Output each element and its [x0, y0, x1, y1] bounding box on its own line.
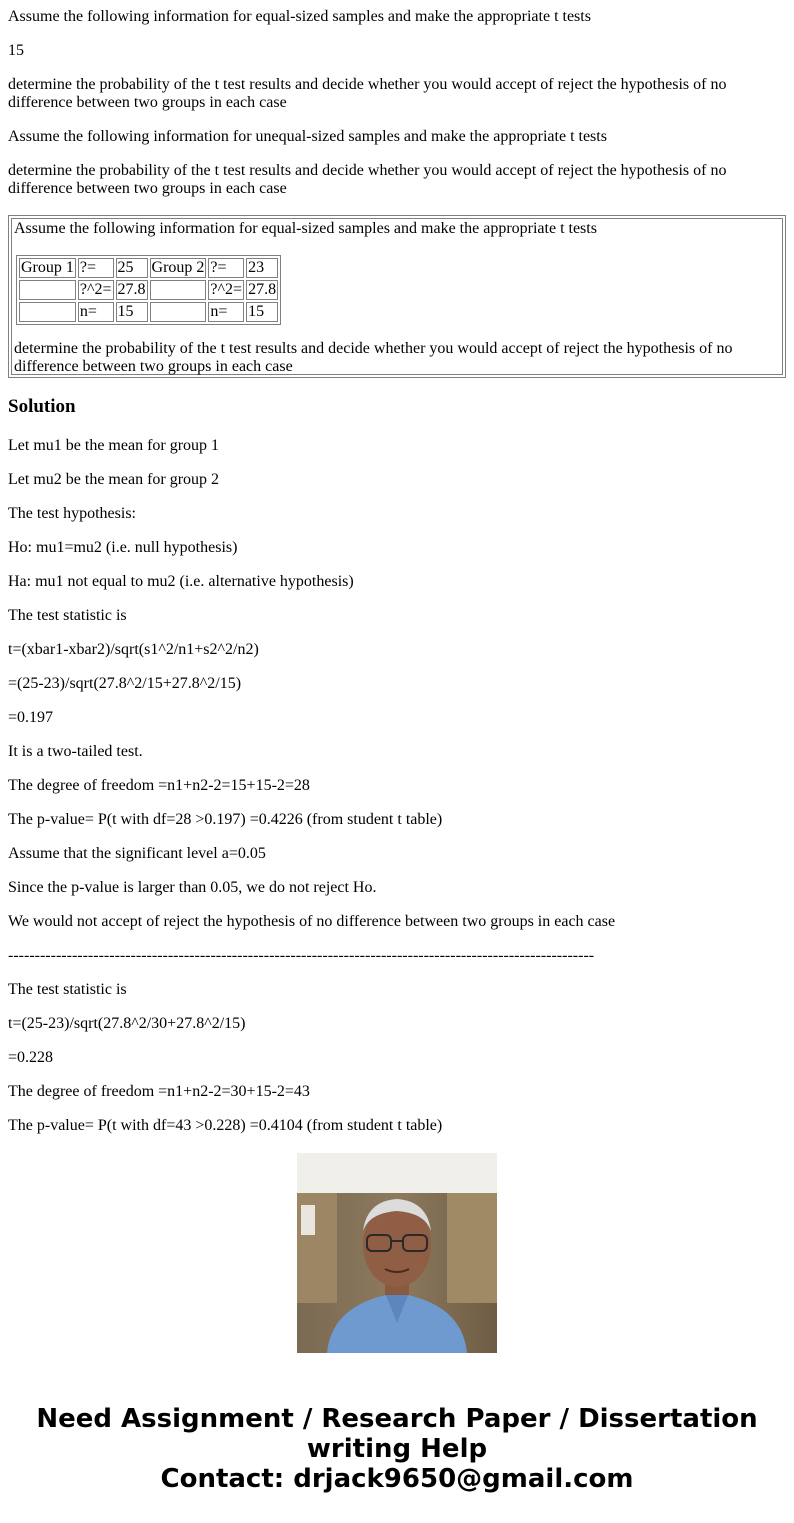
solution-line: It is a two-tailed test.: [8, 743, 143, 760]
question-line-1: Assume the following information for equal-sized samples and make the appropriate t tests: [8, 8, 591, 25]
table-cell: 27.8: [248, 281, 277, 298]
table-row: [19, 280, 278, 300]
solution-line: The p-value= P(t with df=28 >0.197) =0.4226 (from student t table): [8, 811, 443, 828]
portrait-photo-icon: [297, 1153, 497, 1353]
table-cell: 15: [116, 302, 148, 322]
solution-line: t=(xbar1-xbar2)/sqrt(s1^2/n1+s2^2/n2): [8, 641, 259, 658]
solution-line: We would not accept of reject the hypothesis of no difference between two groups in each case: [8, 913, 616, 930]
table-cell: ?^2=: [210, 281, 243, 298]
solution-line: =(25-23)/sqrt(27.8^2/15+27.8^2/15): [8, 675, 242, 692]
solution-line: The test hypothesis:: [8, 505, 136, 522]
solution-line: t=(25-23)/sqrt(27.8^2/30+27.8^2/15): [8, 1015, 246, 1032]
table-cell: ?^2=: [79, 281, 112, 298]
question-line-3: determine the probability of the t test results and decide whether you would accept of reject the hypothesis of no difference between two groups in each case: [8, 76, 727, 111]
promo-contact[interactable]: Contact: drjack9650@gmail.com: [160, 1464, 634, 1494]
solution-line: The degree of freedom =n1+n2-2=30+15-2=43: [8, 1083, 310, 1100]
table-cell: ?=: [78, 258, 114, 278]
table-intro: Assume the following information for equal-sized samples and make the appropriate t tests: [14, 220, 597, 237]
question-line-4: Assume the following information for unequal-sized samples and make the appropriate t tests: [8, 128, 607, 145]
avatar: [297, 1153, 497, 1353]
solution-line: Let mu1 be the mean for group 1: [8, 437, 220, 454]
question-table-cell: [11, 218, 783, 375]
promo-text: [0, 1404, 794, 1494]
solution-line: Ho: mu1=mu2 (i.e. null hypothesis): [8, 539, 238, 556]
table-cell: [150, 280, 207, 300]
table-outro: determine the probability of the t test results and decide whether you would accept of reject the hypothesis of no difference between two groups in each case: [14, 340, 733, 375]
table-cell: 27.8: [117, 281, 146, 298]
solution-line: The degree of freedom =n1+n2-2=15+15-2=28: [8, 777, 310, 794]
table-row: [19, 302, 278, 322]
table-cell: n=: [208, 302, 244, 322]
promo-banner: [0, 1123, 794, 1523]
solution-line: =0.197: [8, 709, 54, 726]
question-table: [8, 215, 786, 378]
table-row: [19, 258, 278, 278]
table-cell: 25: [116, 258, 148, 278]
question-line-2: 15: [8, 42, 24, 59]
table-cell: Group 1: [21, 259, 74, 276]
table-cell: [19, 302, 76, 322]
group-stats-table: [16, 255, 281, 325]
solution-line: The p-value= P(t with df=43 >0.228) =0.4104 (from student t table): [8, 1117, 443, 1134]
table-cell: ?=: [208, 258, 244, 278]
solution-line: =0.228: [8, 1049, 54, 1066]
solution-line: Ha: mu1 not equal to mu2 (i.e. alternative hypothesis): [8, 573, 354, 590]
table-cell: 15: [246, 302, 278, 322]
promo-line-2: writing Help: [306, 1434, 488, 1464]
solution-heading: Solution: [8, 396, 76, 417]
table-cell: [150, 302, 207, 322]
table-cell: n=: [78, 302, 114, 322]
solution-line: The test statistic is: [8, 607, 127, 624]
solution-line: Let mu2 be the mean for group 2: [8, 471, 220, 488]
solution-divider: --------------------------------------------------------------------------------------------------------------: [8, 947, 595, 964]
promo-line-1: Need Assignment / Research Paper / Dissertation: [36, 1404, 758, 1434]
table-cell: [19, 280, 76, 300]
solution-line: Since the p-value is larger than 0.05, we do not reject Ho.: [8, 879, 377, 896]
solution-line: Assume that the significant level a=0.05: [8, 845, 266, 862]
solution-line: The test statistic is: [8, 981, 127, 998]
table-cell: Group 2: [151, 259, 205, 276]
table-cell: 23: [246, 258, 278, 278]
question-line-5: determine the probability of the t test results and decide whether you would accept of reject the hypothesis of no difference between two groups in each case: [8, 162, 727, 197]
